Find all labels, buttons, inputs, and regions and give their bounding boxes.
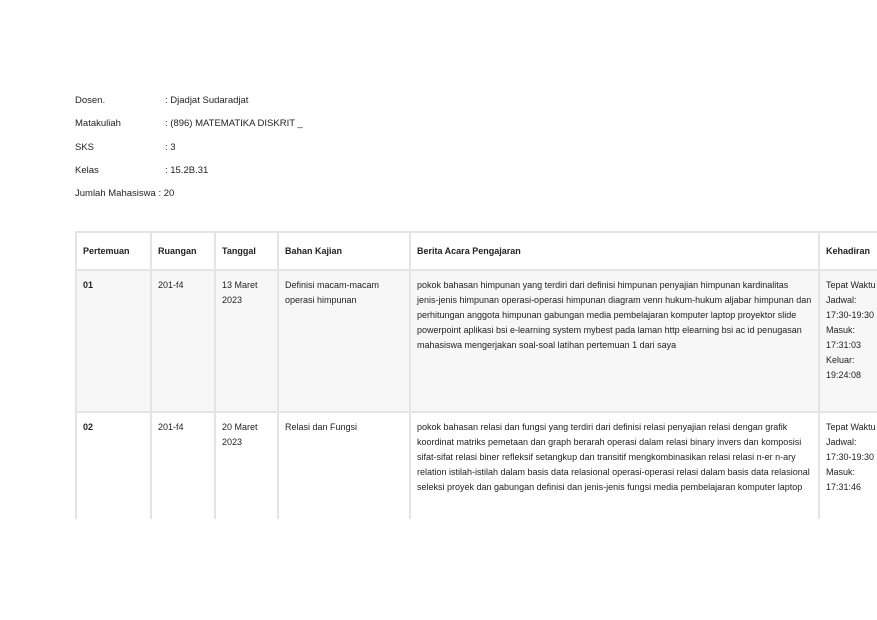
header-kehadiran: Kehadiran: [819, 232, 877, 270]
cell-berita-acara: pokok bahasan himpunan yang terdiri dari definisi himpunan penyajian himpunan kardinalitas jenis-jenis himpunan operasi-operasi himpunan diagram venn hukum-hukum aljabar himpunan dan perhitungan anggota himpunan gabungan media pembelajaran komputer laptop proyektor slide powerpoint aplikasi bsi e-learning system mybest pada laman http elearning bsi ac id penugasan mahasiswa mengerjakan soal-soal latihan pertemuan 1 dari saya: [410, 270, 819, 412]
cell-berita-acara: pokok bahasan relasi dan fungsi yang terdiri dari definisi relasi penyajian relasi dengan grafik koordinat matriks pemetaan dan graph berarah operasi dalam relasi binary invers dan komposisi sifat-sifat relasi biner refleksif setangkup dan transitif mengkombinasikan relasi relasi n-er n-ary relation istilah-istilah dalam basis data relasional operasi-operasi relasi dalam basis data relasional seleksi proyek dan gabungan definisi dan jenis-jenis fungsi media pembelajaran komputer laptop: [410, 412, 819, 519]
header-pertemuan: Pertemuan: [76, 232, 151, 270]
cell-tanggal: 20 Maret 2023: [215, 412, 278, 519]
kehadiran-keluar: 19:24:08: [826, 370, 862, 380]
info-label: Dosen.: [75, 95, 106, 106]
info-label: Matakuliah: [75, 118, 121, 130]
kehadiran-masuk: 17:31:03: [826, 340, 862, 350]
header-ruangan: Ruangan: [151, 232, 215, 270]
kehadiran-masuk: 17:31:46: [826, 482, 862, 492]
info-label: SKS: [75, 141, 95, 153]
info-value: : Djadjat Sudaradjat: [165, 95, 249, 106]
info-value: : 3: [165, 141, 176, 153]
info-value: : (896) MATEMATIKA DISKRIT _: [165, 118, 303, 130]
kehadiran-jadwal-label: Jadwal:: [826, 437, 857, 447]
table-row: [76, 270, 877, 412]
kehadiran-masuk-label: Masuk:: [826, 467, 856, 477]
kehadiran-jadwal-label: Jadwal:: [826, 295, 857, 305]
kehadiran-status: Tepat Waktu: [826, 280, 876, 290]
attendance-table: [75, 231, 877, 519]
kehadiran-jadwal: 17:30-19:30: [826, 310, 875, 320]
cell-pertemuan: 01: [76, 270, 151, 412]
cell-bahan-kajian: Definisi macam-macam operasi himpunan: [278, 270, 410, 412]
kehadiran-status: Tepat Waktu: [826, 422, 876, 432]
info-label: Jumlah Mahasiswa : 20: [75, 188, 175, 200]
cell-bahan-kajian: Relasi dan Fungsi: [278, 412, 410, 519]
table-row: [76, 412, 877, 519]
cell-ruangan: 201-f4: [151, 270, 215, 412]
info-value: : 15.2B.31: [165, 164, 209, 176]
header-berita-acara: Berita Acara Pengajaran: [410, 232, 819, 270]
attendance-table-container: [75, 231, 877, 519]
kehadiran-jadwal: 17:30-19:30: [826, 452, 875, 462]
cell-kehadiran: [819, 412, 877, 519]
kehadiran-masuk-label: Masuk:: [826, 325, 856, 335]
info-label: Kelas: [75, 164, 99, 176]
cell-kehadiran: [819, 270, 877, 412]
cell-tanggal: 13 Maret 2023: [215, 270, 278, 412]
header-bahan-kajian: Bahan Kajian: [278, 232, 410, 270]
kehadiran-keluar-label: Keluar:: [826, 355, 855, 365]
cell-pertemuan: 02: [76, 412, 151, 519]
cell-ruangan: 201-f4: [151, 412, 215, 519]
table-header-row: [76, 232, 877, 270]
header-tanggal: Tanggal: [215, 232, 278, 270]
